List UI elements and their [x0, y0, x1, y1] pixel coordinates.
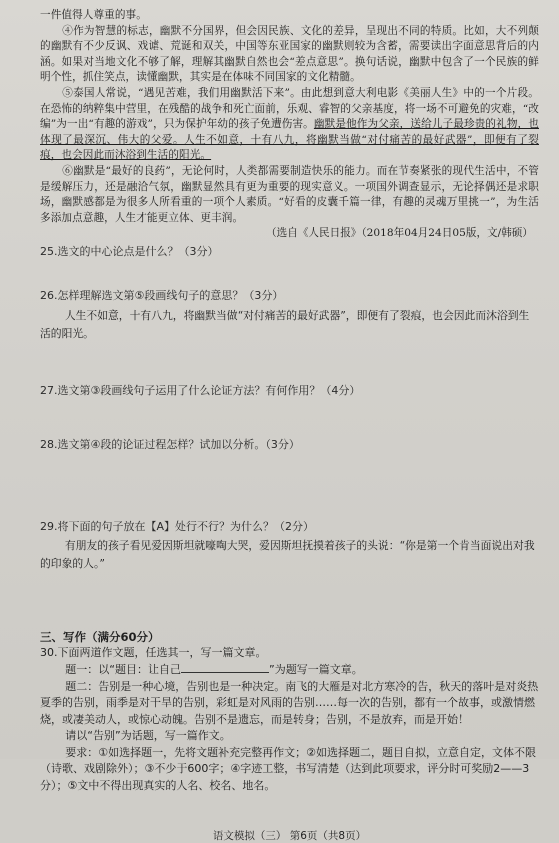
question-29: 29.将下面的句子放在【A】处行不行？为什么？（2分） [40, 519, 315, 533]
question-26: 26.怎样理解选文第⑤段画线句子的意思？（3分） [40, 288, 284, 302]
question-25: 25.选文的中心论点是什么？（3分） [40, 244, 219, 258]
writing-intro: 30.下面两道作文题，任选其一，写一篇文章。 [40, 645, 267, 659]
writing-topic-2-prompt: 请以“告别”为话题，写一篇作文。 [65, 729, 231, 743]
question-29-quote: 有朋友的孩子看见爱因斯坦就嚎啕大哭，爱因斯坦抚摸着孩子的头说：“你是第一个肯当面说出对我的印象的人。” [40, 538, 535, 570]
paragraph-5-underlined: 幽默是他作为父亲，送给儿子最珍贵的礼物，也体现了最深沉、伟大的父爱。人生不如意，十有八九，将幽默当做“对付痛苦的最好武器”，即便有了裂痕，也会因此而沐浴到生活的阳光。 [40, 118, 539, 162]
paragraph-5-text: ⑤泰国人常说，“遇见苦难，我们用幽默活下来”。由此想到意大利电影《美丽人生》中的一个片段。在恐怖的纳粹集中营里，在残酷的战争和死亡面前，乐观、睿智的父亲基度，将一场不可避免的灾难，“改编”为一出“有趣的游戏”，只为保护年幼的孩子免遭伤害。 [40, 86, 539, 131]
writing-topic-1 [40, 661, 539, 679]
topic-1-suffix: ”为题写一篇文章。 [269, 663, 363, 677]
topic-1-prefix: 题一：以“题目：让自己 [65, 663, 181, 677]
answer-space-27 [40, 399, 539, 437]
page-footer: 语文模拟（三） 第6页（共8页） [212, 830, 367, 843]
answer-space-26 [40, 343, 539, 383]
article-paragraph-5 [40, 86, 539, 164]
article-paragraph-6: ⑥幽默是“最好的良药”，无论何时，人类都需要制造快乐的能力。而在节奏紧张的现代生活中，不管是缓解压力，还是融洽气氛，幽默显然具有更为重要的现实意义。一项国外调查显示，无论择偶还是求职场，幽默感都是为很多人所看重的一项个人素质。“好看的皮囊千篇一律，有趣的灵魂万里挑一”，为生活多添加点意趣，人生才能更立体、更丰润。 [40, 164, 539, 224]
writing-heading: 三、写作（满分60分） [40, 629, 160, 644]
article-paragraph-4: ④作为智慧的标志，幽默不分国界，但会因民族、文化的差异，呈现出不同的特质。比如，大不列颠的幽默有不少反讽、戏谑、荒诞和双关，中国等东亚国家的幽默则较为含蓄，需要读出字面意思背后的内涵。如果对当地文化不够了解，理解其幽默自然也会“差点意思”。换句话说，幽默中包含了一个民族的鲜明个性，抓住笑点，读懂幽默，其实是在体味不同国家的文化精髓。 [40, 24, 539, 84]
article-source: （选自《人民日报》（2018年04月24日05版，文/韩硕） [266, 227, 533, 240]
writing-requirements: 要求：①如选择题一，先将文题补充完整再作文；②如选择题二，题目自拟，立意自定，文体不限（诗歌、戏剧除外）；③不少于600字；④字迹工整，书写清楚（达到此项要求，评分时可奖励2——3分）；⑤文中不得出现真实的人名、校名、地名。 [40, 745, 537, 792]
question-27: 27.选文第③段画线句子运用了什么论证方法？有何作用？（4分） [40, 383, 361, 397]
writing-topic-2: 题二：告别是一种心境，告别也是一种决定。南飞的大雁是对北方寒冷的告，秋天的落叶是对炎热夏季的告别，雨季是对干旱的告别，彩虹是对风雨的告别……每一次的告别，都有一个故事，或激情燃烧，或凄美动人，或惊心动魄。告别不是遗忘，而是转身；告别，不是放弃，而是开始！ [40, 679, 539, 726]
topic-1-blank [181, 661, 269, 673]
question-28: 28.选文第④段的论证过程怎样？试加以分析。（3分） [40, 437, 300, 451]
answer-space-28 [40, 453, 539, 519]
question-26-quote: 人生不如意，十有八九，将幽默当做“对付痛苦的最好武器”，即便有了裂痕，也会因此而沐浴到生活的阳光。 [40, 308, 530, 340]
answer-space-25 [40, 260, 539, 288]
article-paragraph-3-end: 一件值得人尊重的事。 [40, 9, 147, 21]
answer-space-29 [40, 573, 539, 629]
